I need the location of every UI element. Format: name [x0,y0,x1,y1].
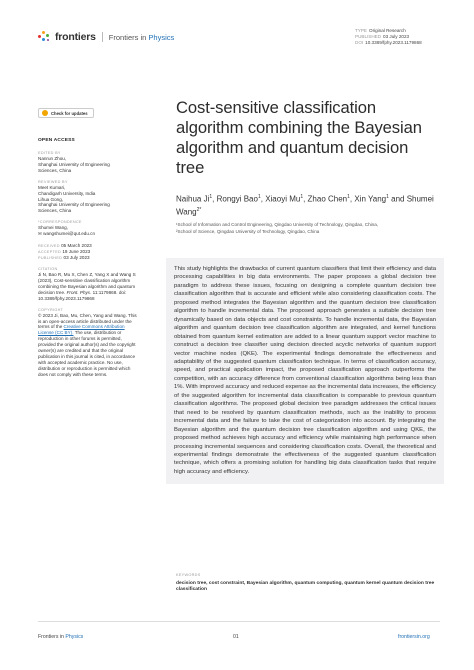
author[interactable]: Zhao Chen [307,194,348,204]
reviewed-by: REVIEWED BY Meet Kumari, Chandigarh University, India Lihua Gong, Shanghai University of Engineering Sciences, China [38,179,110,214]
article-title: Cost-sensitive classification algorithm combining the Bayesian algorithm and quantum decision tree [176,98,422,177]
copyright: COPYRIGHT © 2023 Ji, Bao, Mu, Chen, Yang and Wang. This is an open-access article distributed under the terms of the Creative Commons Attribution License (CC BY). The use, distribution or reproduction in other forums is permitted, provided the original author(s) and the copyright owner(s) are credited and that the original publication in this journal is cited, in accordance with accepted academic practice. No use, distribution or reproduction is permitted which does not comply with these terms. [38,307,137,377]
author-list: Naihua Ji$^1$, Rongyi Bao$^1$, Xiaoyi Mu$^1$, Zhao Chen$^1$, Xin Yang$^1$ and Shumei Wang$^{2*}$ [176,194,434,217]
meta-doi: DOI 10.3389/fphy.2023.1179868 [355,40,422,46]
footer-site-link[interactable]: frontiersin.org [398,634,430,640]
affiliations: ¹School of Information and Control Engineering, Qingdao University of Technology, Qingdao, China, ²School of Science, Qingdao University of Technology, Qingdao, China [176,222,379,234]
correspondence-email[interactable]: ✉ wangshumei@qut.edu.cn [38,231,96,237]
journal-logo[interactable] [38,30,174,44]
keywords-label: KEYWORDS [176,573,201,577]
page-number: 01 [233,634,239,640]
check-for-updates-button[interactable]: Check for updates [38,108,94,118]
article-meta [355,28,422,47]
author[interactable]: Shumei Wang [176,194,434,217]
author[interactable]: Xin Yang [354,194,387,204]
footer-divider [38,621,440,622]
abstract-text: This study highlights the drawbacks of current quantum classifiers that limit their efficiency and data processing capabilities in big data environments. The paper proposes a global decision tree paradigm to address these issues, focusing on designing a complete quantum decision tree classification algorithm that is accurate and efficient while also considering classification costs. The proposed method integrates the Bayesian algorithm and the quantum decision tree classification algorithm to handle incremental data. The proposed approach generates a suitable decision tree dynamically based on data objects and cost constraints. To handle incremental data, the Bayesian algorithm and quantum decision tree classification algorithm are integrated, and kernel functions obtained from quantum kernel estimation are added to a linear quantum support vector machine to construct a decision tree classifier using decision directed acyclic networks of quantum support vector machine nodes (QKE). The experimental findings demonstrate the effectiveness and adaptability of the suggested quantum classification technique. In terms of classification accuracy, speed, and practical application impact, the proposed classification approach outperforms the competition, with an accuracy difference from conventional classification algorithms being less than 1%. With improved accuracy and reduced expense as the incremental data increases, the efficiency of the suggested algorithm for incremental data classification is comparable to previous quantum classification algorithms. The proposed global decision tree paradigm addresses the critical issues that need to be resolved by quantum classification methods, such as the inability to process incremental data and the failure to take the cost of categorization into account. By integrating the Bayesian algorithm and the quantum decision tree classification algorithm and using QKE, the proposed method achieves high accuracy and efficiency while maintaining high performance when processing incremental sequences and considering classification costs. Overall, the theoretical and experimental findings demonstrate the effectiveness of the suggested quantum classification technique, which offers a promising solution for handling big data classification tasks that require high accuracy and efficiency. [174,266,436,475]
author[interactable]: Xiaoyi Mu [265,194,301,204]
sidebar [38,108,138,384]
dates: RECEIVED 05 March 2023 ACCEPTED 19 June 2023 PUBLISHED 03 July 2023 [38,243,92,261]
edited-by: EDITED BY Nanrun Zhou, Shanghai University of Engineering Sciences, China [38,151,110,173]
footer-journal: Frontiers in Physics [38,634,84,640]
abstract-box [166,258,444,484]
keywords: decision tree, cost constraint, Bayesian algorithm, quantum computing, quantum kernel quantum decision tree classification [176,581,435,593]
license-link[interactable]: Creative Commons Attribution License (CC BY). [38,324,125,336]
citation: CITATION Ji N, Bao R, Mu X, Chen Z, Yang X and Wang S (2023), Cost-sensitive classification algorithm combining the Bayesian algorithm and quantum decision tree. Front. Phys. 11:1179868. doi: 10.3389/fphy.2023.1179868 [38,267,136,301]
author[interactable]: Rongyi Bao [216,194,258,204]
article-header [176,98,440,235]
meta-published: PUBLISHED 03 July 2023 [355,34,410,40]
open-access-label: OPEN ACCESS [38,138,75,143]
meta-type: TYPE Original Research [355,28,406,33]
correspondence: *CORRESPONDENCE Shumei Wang, ✉ wangshumei@qut.edu.cn [38,220,138,237]
author[interactable]: Naihua Ji [176,194,210,204]
update-icon [42,110,48,116]
journal-name: Frontiers in Physics [108,32,175,42]
logo-text: frontiers [55,31,96,43]
logo-divider [102,32,103,42]
frontiers-logo-icon [38,30,52,44]
